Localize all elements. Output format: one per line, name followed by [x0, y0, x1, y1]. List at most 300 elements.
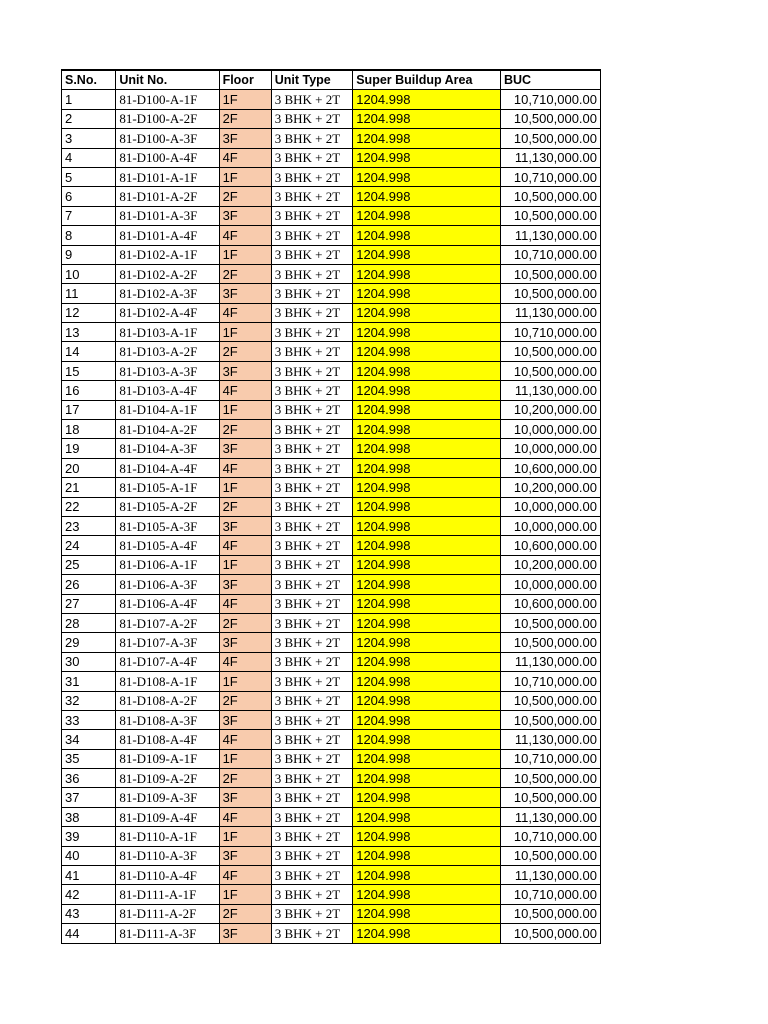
table-row [62, 769, 601, 788]
cell-sno[interactable]: 13 [62, 323, 116, 342]
table-row [62, 749, 601, 768]
cell-buc[interactable]: 10,200,000.00 [501, 478, 601, 497]
cell-buc[interactable]: 10,710,000.00 [501, 827, 601, 846]
cell-sno[interactable]: 28 [62, 613, 116, 632]
cell-unit-type[interactable]: 3 BHK + 2T [271, 807, 353, 826]
cell-floor[interactable]: 1F [219, 749, 271, 768]
cell-unit-no[interactable]: 81-D100-A-4F [116, 148, 219, 167]
cell-unit-type[interactable]: 3 BHK + 2T [271, 691, 353, 710]
cell-super-buildup-area[interactable]: 1204.998 [353, 458, 501, 477]
cell-floor[interactable]: 4F [219, 148, 271, 167]
cell-floor[interactable]: 2F [219, 342, 271, 361]
cell-unit-type[interactable]: 3 BHK + 2T [271, 400, 353, 419]
cell-buc[interactable]: 10,500,000.00 [501, 846, 601, 865]
cell-super-buildup-area[interactable]: 1204.998 [353, 129, 501, 148]
cell-buc[interactable]: 10,500,000.00 [501, 187, 601, 206]
cell-super-buildup-area[interactable]: 1204.998 [353, 497, 501, 516]
cell-super-buildup-area[interactable]: 1204.998 [353, 924, 501, 943]
cell-sno[interactable]: 37 [62, 788, 116, 807]
cell-floor[interactable]: 4F [219, 807, 271, 826]
header-buc[interactable]: BUC [501, 70, 601, 90]
cell-unit-no[interactable]: 81-D102-A-2F [116, 264, 219, 283]
cell-unit-no[interactable]: 81-D101-A-4F [116, 226, 219, 245]
cell-sno[interactable]: 21 [62, 478, 116, 497]
cell-floor[interactable]: 2F [219, 420, 271, 439]
table-row [62, 420, 601, 439]
cell-floor[interactable]: 4F [219, 381, 271, 400]
cell-unit-no[interactable]: 81-D103-A-4F [116, 381, 219, 400]
cell-floor[interactable]: 2F [219, 769, 271, 788]
cell-buc[interactable]: 10,500,000.00 [501, 342, 601, 361]
header-row [62, 70, 601, 90]
cell-unit-type[interactable]: 3 BHK + 2T [271, 710, 353, 729]
cell-sno[interactable]: 7 [62, 206, 116, 225]
cell-unit-type[interactable]: 3 BHK + 2T [271, 788, 353, 807]
cell-unit-no[interactable]: 81-D107-A-2F [116, 613, 219, 632]
cell-unit-type[interactable]: 3 BHK + 2T [271, 885, 353, 904]
cell-unit-type[interactable]: 3 BHK + 2T [271, 536, 353, 555]
cell-buc[interactable]: 10,500,000.00 [501, 206, 601, 225]
table-body [62, 90, 601, 943]
cell-floor[interactable]: 2F [219, 109, 271, 128]
cell-unit-type[interactable]: 3 BHK + 2T [271, 827, 353, 846]
cell-floor[interactable]: 1F [219, 672, 271, 691]
cell-unit-no[interactable]: 81-D104-A-2F [116, 420, 219, 439]
cell-floor[interactable]: 3F [219, 788, 271, 807]
cell-buc[interactable]: 10,710,000.00 [501, 885, 601, 904]
table-row [62, 342, 601, 361]
cell-unit-no[interactable]: 81-D106-A-1F [116, 555, 219, 574]
cell-super-buildup-area[interactable]: 1204.998 [353, 575, 501, 594]
table-row [62, 536, 601, 555]
cell-unit-no[interactable]: 81-D110-A-3F [116, 846, 219, 865]
cell-unit-type[interactable]: 3 BHK + 2T [271, 516, 353, 535]
cell-sno[interactable]: 10 [62, 264, 116, 283]
cell-unit-no[interactable]: 81-D102-A-3F [116, 284, 219, 303]
cell-floor[interactable]: 3F [219, 516, 271, 535]
cell-sno[interactable]: 1 [62, 90, 116, 109]
table-row [62, 284, 601, 303]
cell-sno[interactable]: 4 [62, 148, 116, 167]
cell-super-buildup-area[interactable]: 1204.998 [353, 516, 501, 535]
cell-floor[interactable]: 2F [219, 691, 271, 710]
cell-buc[interactable]: 10,710,000.00 [501, 167, 601, 186]
cell-sno[interactable]: 40 [62, 846, 116, 865]
cell-unit-type[interactable]: 3 BHK + 2T [271, 769, 353, 788]
cell-unit-type[interactable]: 3 BHK + 2T [271, 167, 353, 186]
cell-buc[interactable]: 10,500,000.00 [501, 691, 601, 710]
cell-super-buildup-area[interactable]: 1204.998 [353, 284, 501, 303]
cell-floor[interactable]: 3F [219, 710, 271, 729]
cell-unit-no[interactable]: 81-D103-A-1F [116, 323, 219, 342]
cell-floor[interactable]: 4F [219, 226, 271, 245]
cell-buc[interactable]: 11,130,000.00 [501, 807, 601, 826]
cell-buc[interactable]: 10,200,000.00 [501, 400, 601, 419]
cell-super-buildup-area[interactable]: 1204.998 [353, 226, 501, 245]
cell-unit-type[interactable]: 3 BHK + 2T [271, 187, 353, 206]
cell-super-buildup-area[interactable]: 1204.998 [353, 90, 501, 109]
cell-buc[interactable]: 10,710,000.00 [501, 672, 601, 691]
cell-floor[interactable]: 1F [219, 555, 271, 574]
cell-floor[interactable]: 1F [219, 827, 271, 846]
cell-buc[interactable]: 10,000,000.00 [501, 516, 601, 535]
cell-buc[interactable]: 10,200,000.00 [501, 555, 601, 574]
cell-buc[interactable]: 10,500,000.00 [501, 109, 601, 128]
cell-floor[interactable]: 1F [219, 400, 271, 419]
cell-unit-type[interactable]: 3 BHK + 2T [271, 439, 353, 458]
table-row [62, 400, 601, 419]
cell-floor[interactable]: 2F [219, 264, 271, 283]
cell-buc[interactable]: 10,500,000.00 [501, 788, 601, 807]
cell-sno[interactable]: 26 [62, 575, 116, 594]
cell-super-buildup-area[interactable]: 1204.998 [353, 866, 501, 885]
cell-super-buildup-area[interactable]: 1204.998 [353, 148, 501, 167]
cell-super-buildup-area[interactable]: 1204.998 [353, 361, 501, 380]
cell-floor[interactable]: 2F [219, 187, 271, 206]
cell-buc[interactable]: 10,500,000.00 [501, 710, 601, 729]
cell-unit-type[interactable]: 3 BHK + 2T [271, 458, 353, 477]
cell-super-buildup-area[interactable]: 1204.998 [353, 420, 501, 439]
cell-buc[interactable]: 10,500,000.00 [501, 904, 601, 923]
cell-unit-no[interactable]: 81-D108-A-4F [116, 730, 219, 749]
cell-unit-type[interactable]: 3 BHK + 2T [271, 672, 353, 691]
cell-floor[interactable]: 1F [219, 245, 271, 264]
cell-floor[interactable]: 3F [219, 924, 271, 943]
table-row [62, 555, 601, 574]
cell-unit-no[interactable]: 81-D102-A-1F [116, 245, 219, 264]
cell-unit-type[interactable]: 3 BHK + 2T [271, 866, 353, 885]
cell-super-buildup-area[interactable]: 1204.998 [353, 710, 501, 729]
cell-buc[interactable]: 10,500,000.00 [501, 769, 601, 788]
cell-sno[interactable]: 23 [62, 516, 116, 535]
cell-sno[interactable]: 9 [62, 245, 116, 264]
cell-unit-type[interactable]: 3 BHK + 2T [271, 109, 353, 128]
cell-sno[interactable]: 29 [62, 633, 116, 652]
table-row [62, 652, 601, 671]
cell-floor[interactable]: 4F [219, 303, 271, 322]
cell-floor[interactable]: 3F [219, 575, 271, 594]
cell-sno[interactable]: 44 [62, 924, 116, 943]
cell-unit-type[interactable]: 3 BHK + 2T [271, 420, 353, 439]
table-row [62, 691, 601, 710]
header-floor[interactable]: Floor [219, 70, 271, 90]
cell-unit-no[interactable]: 81-D101-A-3F [116, 206, 219, 225]
cell-sno[interactable]: 20 [62, 458, 116, 477]
cell-floor[interactable]: 1F [219, 90, 271, 109]
table-row [62, 730, 601, 749]
cell-sno[interactable]: 43 [62, 904, 116, 923]
cell-unit-no[interactable]: 81-D110-A-4F [116, 866, 219, 885]
cell-unit-no[interactable]: 81-D108-A-2F [116, 691, 219, 710]
unit-price-table [61, 69, 601, 944]
cell-buc[interactable]: 10,500,000.00 [501, 924, 601, 943]
cell-unit-type[interactable]: 3 BHK + 2T [271, 284, 353, 303]
cell-unit-no[interactable]: 81-D101-A-1F [116, 167, 219, 186]
cell-buc[interactable]: 10,710,000.00 [501, 323, 601, 342]
header-unit-type[interactable]: Unit Type [271, 70, 353, 90]
cell-super-buildup-area[interactable]: 1204.998 [353, 672, 501, 691]
table-row [62, 458, 601, 477]
cell-buc[interactable]: 11,130,000.00 [501, 148, 601, 167]
cell-unit-type[interactable]: 3 BHK + 2T [271, 730, 353, 749]
cell-unit-no[interactable]: 81-D109-A-2F [116, 769, 219, 788]
cell-buc[interactable]: 10,500,000.00 [501, 361, 601, 380]
cell-unit-type[interactable]: 3 BHK + 2T [271, 129, 353, 148]
cell-super-buildup-area[interactable]: 1204.998 [353, 187, 501, 206]
cell-unit-type[interactable]: 3 BHK + 2T [271, 264, 353, 283]
cell-sno[interactable]: 12 [62, 303, 116, 322]
cell-floor[interactable]: 2F [219, 613, 271, 632]
cell-sno[interactable]: 5 [62, 167, 116, 186]
cell-sno[interactable]: 6 [62, 187, 116, 206]
cell-super-buildup-area[interactable]: 1204.998 [353, 400, 501, 419]
cell-super-buildup-area[interactable]: 1204.998 [353, 342, 501, 361]
cell-buc[interactable]: 10,000,000.00 [501, 420, 601, 439]
cell-unit-type[interactable]: 3 BHK + 2T [271, 90, 353, 109]
cell-unit-type[interactable]: 3 BHK + 2T [271, 206, 353, 225]
cell-unit-type[interactable]: 3 BHK + 2T [271, 245, 353, 264]
cell-floor[interactable]: 4F [219, 730, 271, 749]
cell-unit-no[interactable]: 81-D105-A-1F [116, 478, 219, 497]
cell-sno[interactable]: 39 [62, 827, 116, 846]
cell-unit-no[interactable]: 81-D100-A-1F [116, 90, 219, 109]
cell-super-buildup-area[interactable]: 1204.998 [353, 555, 501, 574]
cell-super-buildup-area[interactable]: 1204.998 [353, 381, 501, 400]
cell-sno[interactable]: 25 [62, 555, 116, 574]
cell-super-buildup-area[interactable]: 1204.998 [353, 478, 501, 497]
cell-unit-type[interactable]: 3 BHK + 2T [271, 594, 353, 613]
cell-floor[interactable]: 1F [219, 167, 271, 186]
cell-unit-no[interactable]: 81-D101-A-2F [116, 187, 219, 206]
header-unit-no[interactable]: Unit No. [116, 70, 219, 90]
cell-sno[interactable]: 30 [62, 652, 116, 671]
cell-sno[interactable]: 42 [62, 885, 116, 904]
cell-sno[interactable]: 34 [62, 730, 116, 749]
cell-floor[interactable]: 3F [219, 633, 271, 652]
cell-unit-no[interactable]: 81-D111-A-3F [116, 924, 219, 943]
cell-unit-no[interactable]: 81-D107-A-3F [116, 633, 219, 652]
cell-floor[interactable]: 3F [219, 206, 271, 225]
cell-sno[interactable]: 14 [62, 342, 116, 361]
cell-unit-type[interactable]: 3 BHK + 2T [271, 361, 353, 380]
table-row [62, 885, 601, 904]
cell-sno[interactable]: 15 [62, 361, 116, 380]
cell-floor[interactable]: 4F [219, 866, 271, 885]
header-sno[interactable]: S.No. [62, 70, 116, 90]
cell-super-buildup-area[interactable]: 1204.998 [353, 769, 501, 788]
cell-unit-no[interactable]: 81-D108-A-1F [116, 672, 219, 691]
cell-sno[interactable]: 36 [62, 769, 116, 788]
cell-unit-type[interactable]: 3 BHK + 2T [271, 652, 353, 671]
cell-sno[interactable]: 41 [62, 866, 116, 885]
cell-unit-type[interactable]: 3 BHK + 2T [271, 148, 353, 167]
cell-unit-no[interactable]: 81-D109-A-1F [116, 749, 219, 768]
cell-floor[interactable]: 3F [219, 846, 271, 865]
cell-floor[interactable]: 3F [219, 284, 271, 303]
cell-floor[interactable]: 1F [219, 323, 271, 342]
cell-buc[interactable]: 10,710,000.00 [501, 90, 601, 109]
cell-super-buildup-area[interactable]: 1204.998 [353, 846, 501, 865]
cell-sno[interactable]: 31 [62, 672, 116, 691]
table-row [62, 633, 601, 652]
table-row [62, 594, 601, 613]
cell-buc[interactable]: 11,130,000.00 [501, 381, 601, 400]
cell-unit-no[interactable]: 81-D102-A-4F [116, 303, 219, 322]
table-row [62, 303, 601, 322]
cell-unit-no[interactable]: 81-D103-A-3F [116, 361, 219, 380]
cell-floor[interactable]: 2F [219, 497, 271, 516]
cell-super-buildup-area[interactable]: 1204.998 [353, 633, 501, 652]
table-row [62, 807, 601, 826]
cell-unit-type[interactable]: 3 BHK + 2T [271, 575, 353, 594]
cell-buc[interactable]: 10,500,000.00 [501, 284, 601, 303]
cell-unit-no[interactable]: 81-D105-A-2F [116, 497, 219, 516]
cell-unit-type[interactable]: 3 BHK + 2T [271, 749, 353, 768]
cell-unit-no[interactable]: 81-D105-A-3F [116, 516, 219, 535]
cell-sno[interactable]: 24 [62, 536, 116, 555]
cell-buc[interactable]: 10,000,000.00 [501, 497, 601, 516]
cell-unit-type[interactable]: 3 BHK + 2T [271, 846, 353, 865]
table-row [62, 788, 601, 807]
cell-floor[interactable]: 4F [219, 458, 271, 477]
cell-buc[interactable]: 11,130,000.00 [501, 226, 601, 245]
cell-floor[interactable]: 4F [219, 536, 271, 555]
cell-unit-no[interactable]: 81-D106-A-3F [116, 575, 219, 594]
cell-unit-no[interactable]: 81-D103-A-2F [116, 342, 219, 361]
table-row [62, 264, 601, 283]
cell-floor[interactable]: 2F [219, 904, 271, 923]
cell-super-buildup-area[interactable]: 1204.998 [353, 536, 501, 555]
cell-super-buildup-area[interactable]: 1204.998 [353, 594, 501, 613]
cell-buc[interactable]: 10,600,000.00 [501, 536, 601, 555]
cell-buc[interactable]: 10,500,000.00 [501, 129, 601, 148]
cell-sno[interactable]: 27 [62, 594, 116, 613]
cell-sno[interactable]: 19 [62, 439, 116, 458]
cell-sno[interactable]: 32 [62, 691, 116, 710]
cell-unit-type[interactable]: 3 BHK + 2T [271, 497, 353, 516]
cell-super-buildup-area[interactable]: 1204.998 [353, 109, 501, 128]
cell-super-buildup-area[interactable]: 1204.998 [353, 206, 501, 225]
cell-super-buildup-area[interactable]: 1204.998 [353, 827, 501, 846]
cell-floor[interactable]: 1F [219, 885, 271, 904]
cell-sno[interactable]: 8 [62, 226, 116, 245]
cell-buc[interactable]: 10,500,000.00 [501, 613, 601, 632]
cell-super-buildup-area[interactable]: 1204.998 [353, 245, 501, 264]
cell-sno[interactable]: 35 [62, 749, 116, 768]
cell-unit-type[interactable]: 3 BHK + 2T [271, 303, 353, 322]
cell-floor[interactable]: 3F [219, 361, 271, 380]
cell-buc[interactable]: 10,710,000.00 [501, 245, 601, 264]
table-row [62, 672, 601, 691]
cell-unit-type[interactable]: 3 BHK + 2T [271, 323, 353, 342]
cell-buc[interactable]: 10,600,000.00 [501, 458, 601, 477]
cell-floor[interactable]: 3F [219, 129, 271, 148]
cell-unit-no[interactable]: 81-D100-A-3F [116, 129, 219, 148]
cell-super-buildup-area[interactable]: 1204.998 [353, 749, 501, 768]
cell-unit-no[interactable]: 81-D111-A-2F [116, 904, 219, 923]
cell-sno[interactable]: 18 [62, 420, 116, 439]
cell-unit-no[interactable]: 81-D104-A-3F [116, 439, 219, 458]
cell-super-buildup-area[interactable]: 1204.998 [353, 264, 501, 283]
cell-unit-no[interactable]: 81-D107-A-4F [116, 652, 219, 671]
cell-super-buildup-area[interactable]: 1204.998 [353, 613, 501, 632]
cell-buc[interactable]: 11,130,000.00 [501, 303, 601, 322]
cell-unit-type[interactable]: 3 BHK + 2T [271, 555, 353, 574]
cell-sno[interactable]: 16 [62, 381, 116, 400]
cell-buc[interactable]: 11,130,000.00 [501, 652, 601, 671]
cell-unit-type[interactable]: 3 BHK + 2T [271, 381, 353, 400]
cell-super-buildup-area[interactable]: 1204.998 [353, 439, 501, 458]
cell-buc[interactable]: 10,710,000.00 [501, 749, 601, 768]
cell-unit-no[interactable]: 81-D100-A-2F [116, 109, 219, 128]
table-row [62, 148, 601, 167]
cell-unit-type[interactable]: 3 BHK + 2T [271, 613, 353, 632]
cell-floor[interactable]: 4F [219, 652, 271, 671]
cell-super-buildup-area[interactable]: 1204.998 [353, 691, 501, 710]
cell-unit-no[interactable]: 81-D108-A-3F [116, 710, 219, 729]
cell-unit-no[interactable]: 81-D105-A-4F [116, 536, 219, 555]
cell-unit-no[interactable]: 81-D109-A-3F [116, 788, 219, 807]
cell-unit-type[interactable]: 3 BHK + 2T [271, 226, 353, 245]
cell-sno[interactable]: 33 [62, 710, 116, 729]
table-row [62, 439, 601, 458]
cell-buc[interactable]: 10,000,000.00 [501, 575, 601, 594]
cell-unit-type[interactable]: 3 BHK + 2T [271, 478, 353, 497]
cell-unit-no[interactable]: 81-D104-A-4F [116, 458, 219, 477]
cell-super-buildup-area[interactable]: 1204.998 [353, 788, 501, 807]
cell-sno[interactable]: 11 [62, 284, 116, 303]
cell-super-buildup-area[interactable]: 1204.998 [353, 885, 501, 904]
cell-unit-no[interactable]: 81-D106-A-4F [116, 594, 219, 613]
cell-unit-type[interactable]: 3 BHK + 2T [271, 924, 353, 943]
cell-unit-type[interactable]: 3 BHK + 2T [271, 342, 353, 361]
cell-unit-type[interactable]: 3 BHK + 2T [271, 633, 353, 652]
cell-floor[interactable]: 1F [219, 478, 271, 497]
table-row [62, 924, 601, 943]
cell-super-buildup-area[interactable]: 1204.998 [353, 807, 501, 826]
cell-floor[interactable]: 4F [219, 594, 271, 613]
cell-unit-no[interactable]: 81-D109-A-4F [116, 807, 219, 826]
cell-sno[interactable]: 2 [62, 109, 116, 128]
cell-super-buildup-area[interactable]: 1204.998 [353, 730, 501, 749]
cell-unit-type[interactable]: 3 BHK + 2T [271, 904, 353, 923]
cell-sno[interactable]: 17 [62, 400, 116, 419]
cell-buc[interactable]: 10,500,000.00 [501, 264, 601, 283]
cell-sno[interactable]: 38 [62, 807, 116, 826]
table-row [62, 846, 601, 865]
table-row [62, 613, 601, 632]
cell-unit-no[interactable]: 81-D110-A-1F [116, 827, 219, 846]
cell-unit-no[interactable]: 81-D111-A-1F [116, 885, 219, 904]
header-super-buildup-area[interactable]: Super Buildup Area [353, 70, 501, 90]
cell-super-buildup-area[interactable]: 1204.998 [353, 904, 501, 923]
cell-super-buildup-area[interactable]: 1204.998 [353, 303, 501, 322]
table-row [62, 575, 601, 594]
cell-buc[interactable]: 11,130,000.00 [501, 866, 601, 885]
cell-unit-no[interactable]: 81-D104-A-1F [116, 400, 219, 419]
cell-buc[interactable]: 11,130,000.00 [501, 730, 601, 749]
cell-floor[interactable]: 3F [219, 439, 271, 458]
cell-buc[interactable]: 10,000,000.00 [501, 439, 601, 458]
cell-sno[interactable]: 22 [62, 497, 116, 516]
cell-super-buildup-area[interactable]: 1204.998 [353, 167, 501, 186]
cell-buc[interactable]: 10,500,000.00 [501, 633, 601, 652]
cell-buc[interactable]: 10,600,000.00 [501, 594, 601, 613]
cell-super-buildup-area[interactable]: 1204.998 [353, 652, 501, 671]
cell-sno[interactable]: 3 [62, 129, 116, 148]
table-row [62, 361, 601, 380]
cell-super-buildup-area[interactable]: 1204.998 [353, 323, 501, 342]
